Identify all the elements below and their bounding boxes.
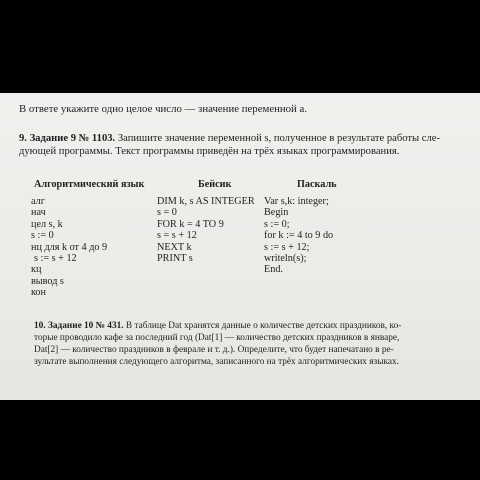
task10-text-line1: В таблице Dat хранятся данные о количестве детских праздников, ко- bbox=[123, 321, 402, 331]
task9-number: 9. Задание 9 № 1103. bbox=[19, 133, 116, 144]
code-line: for k := 4 to 9 do bbox=[264, 230, 334, 242]
code-line: s := s + 12 bbox=[34, 253, 77, 265]
code-line: нц для k от 4 до 9 bbox=[31, 241, 108, 253]
column-algorithmic bbox=[31, 196, 107, 299]
task10-text-line2: торые проводило кафе за последний год (Dat[1] — количество детских праздников в январе, bbox=[34, 333, 400, 343]
code-line: s := s + 12; bbox=[264, 241, 310, 253]
task10-text-line3: Dat[2] — количество праздников в феврале и т. д.). Определите, что будет напечатано в ре- bbox=[34, 345, 394, 355]
code-line: PRINT s bbox=[157, 253, 193, 265]
code-line: Begin bbox=[264, 207, 289, 219]
code-line: цел s, k bbox=[31, 218, 63, 230]
task10-number: 10. Задание 10 № 431. bbox=[34, 321, 124, 331]
code-line: NEXT k bbox=[157, 241, 192, 253]
code-line: FOR k = 4 TO 9 bbox=[157, 218, 224, 230]
task9-text-line1: Запишите значение переменной s, полученное в результате работы сле- bbox=[115, 133, 441, 144]
code-line: writeln(s); bbox=[264, 253, 307, 265]
code-line: s := 0 bbox=[31, 230, 54, 242]
code-line: s = 0 bbox=[157, 207, 177, 219]
intro-line: В ответе укажите одно целое число — значение переменной a. bbox=[19, 103, 308, 115]
code-line: нач bbox=[31, 207, 46, 219]
code-line: кон bbox=[31, 287, 46, 299]
column-pascal bbox=[264, 196, 333, 276]
code-line: вывод s bbox=[31, 275, 64, 287]
code-line: DIM k, s AS INTEGER bbox=[157, 196, 255, 207]
task10-text-line4: зультате выполнения следующего алгоритма, записанного на трёх алгоритмических языках. bbox=[34, 357, 399, 367]
code-line: алг bbox=[31, 196, 45, 207]
task9-line1 bbox=[19, 133, 440, 145]
header-pascal: Паскаль bbox=[297, 179, 337, 190]
code-line: Var s,k: integer; bbox=[264, 196, 329, 207]
header-basic: Бейсик bbox=[198, 179, 232, 190]
document-page bbox=[0, 93, 480, 400]
code-line: End. bbox=[264, 264, 283, 276]
task9-text-line2: дующей программы. Текст программы приведён на трёх языках программирования. bbox=[19, 146, 400, 157]
column-basic bbox=[157, 196, 255, 264]
code-line: кц bbox=[31, 264, 42, 276]
header-algorithmic: Алгоритмический язык bbox=[34, 179, 145, 190]
task10-line1 bbox=[34, 321, 401, 332]
code-line: s = s + 12 bbox=[157, 230, 197, 242]
code-line: s := 0; bbox=[264, 218, 290, 230]
